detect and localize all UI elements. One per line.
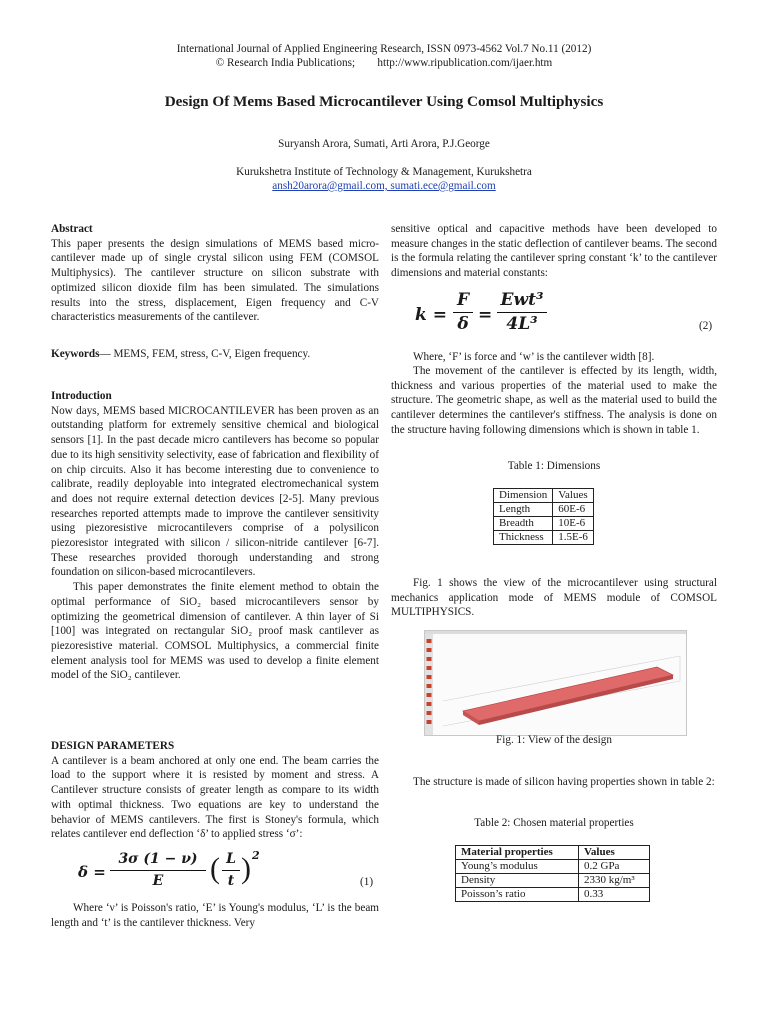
table-row bbox=[494, 503, 594, 517]
keywords bbox=[51, 347, 379, 362]
figure-intro-paragraph: Fig. 1 shows the view of the microcantilever using structural mechanics application mode of MEMS module of COMSOL MULTIPHYSICS. bbox=[391, 577, 717, 619]
table-2-material-properties bbox=[455, 845, 650, 902]
eq1-paren-open: ( bbox=[210, 852, 220, 885]
introduction-heading: Introduction bbox=[51, 390, 112, 402]
table-cell: Dimension bbox=[494, 489, 553, 503]
design-parameters-paragraph: A cantilever is a beam anchored at only one end. The beam carries the load to the support where it is resisted by moment and stress. A Cantilever structure consists of greater length as compare to its width with optimal thickness. Two equations are key to understand the behavior of MEMS cantilevers. The first is Stoney's formula, which relates cantilever end deflection ‘δ’ to applied stress ‘σ’: bbox=[51, 754, 379, 841]
eq1-exponent: 2 bbox=[252, 849, 260, 862]
table-cell: Values bbox=[579, 846, 650, 860]
equation-2 bbox=[415, 290, 718, 338]
table-row bbox=[456, 846, 650, 860]
abstract-section bbox=[51, 222, 379, 325]
eq2-F: F bbox=[456, 290, 470, 310]
table-cell: 0.2 GPa bbox=[579, 860, 650, 874]
authors: Suryansh Arora, Sumati, Arti Arora, P.J.George bbox=[278, 138, 490, 150]
eq2-k: k = bbox=[415, 305, 447, 325]
introduction-paragraph-1: Now days, MEMS based MICROCANTILEVER has been proven as an outstanding platform for extremely sensitive chemical and biological sensors [1]. In the past decade micro cantilevers has become so popular due to its high sensitivity selectivity, ease of fabrication and flexibility of on chip circuits. Also it has become interesting due to convenience to calibrate, readily deployable into integrated electromechanical system and does not require external detection devices [2-5]. Many previous researches reported attempts made to improve the cantilever sensitivity using piezoresistive microcantilevers comprise of a polysilicon piezoresistor integrated with silicon / silicon-nitride cantilever [6-7]. These researches provided thorough understanding and strong foundation on silicon-based microcantilevers. bbox=[51, 404, 379, 579]
eq2-delta: δ bbox=[457, 314, 469, 334]
eq1-inner-bar bbox=[222, 870, 240, 871]
table-1-caption: Table 1: Dimensions bbox=[507, 460, 601, 472]
table-cell: Young’s modulus bbox=[456, 860, 579, 874]
table-2-caption: Table 2: Chosen material properties bbox=[474, 817, 634, 829]
eq1-fraction-bar bbox=[110, 870, 206, 871]
table-cell: 10E-6 bbox=[553, 517, 594, 531]
abstract-heading: Abstract bbox=[51, 223, 93, 235]
paper-title: Design Of Mems Based Microcantilever Using Comsol Multiphysics bbox=[164, 93, 604, 110]
table-cell: Poisson’s ratio bbox=[456, 888, 579, 902]
eq2-equals: = bbox=[478, 305, 493, 325]
table-1-dimensions bbox=[493, 488, 594, 545]
eq2-number: (2) bbox=[699, 320, 713, 332]
introduction-paragraph-2: This paper demonstrates the finite element method to obtain the optimal performance of SiO₂ based microcantilevers sensor by optimizing the geometrical dimension of cantilever. A thin layer of Si [100] was integrated on rectangular SiO₂ proof mask cantilever as piezoresistive material. COMSOL Multiphysics, a commercial finite element analysis tool for MEMS was used to develop a finite element model of the SiO₂ cantilever. bbox=[51, 581, 379, 682]
author-emails[interactable]: ansh20arora@gmail.com, sumati.ece@gmail.com bbox=[272, 180, 496, 192]
right-continuation-paragraph: sensitive optical and capacitive methods have been developed to measure changes in the static deflection of cantilever beams. The second is the formula relating the cantilever spring constant ‘k’ to the cantilever dimensions and material constants: bbox=[391, 223, 717, 280]
journal-header-line1: International Journal of Applied Engineering Research, ISSN 0973-4562 Vol.7 No.11 (2012) bbox=[176, 43, 592, 55]
eq1-denominator: E bbox=[152, 873, 164, 889]
table-cell: Material properties bbox=[456, 846, 579, 860]
introduction-section bbox=[51, 389, 379, 683]
abstract-text: This paper presents the design simulations of MEMS based micro-cantilever made up of single crystal silicon using FEM (COMSOL Multiphysics). The cantilever structure on silicon substrate with optimized silicon dioxide film has been simulated. The simulations results into the stress, displacement, Eigen frequency and C-V characteristics measurements of the cantilever. bbox=[51, 237, 379, 324]
table-cell: Values bbox=[553, 489, 594, 503]
keywords-label: Keywords bbox=[51, 348, 100, 360]
institution: Kurukshetra Institute of Technology & Management, Kurukshetra bbox=[236, 166, 532, 178]
keywords-text: — MEMS, FEM, stress, C-V, Eigen frequency. bbox=[99, 348, 311, 360]
table-cell: Length bbox=[494, 503, 553, 517]
eq1-numerator: 3σ (1 − ν) bbox=[118, 851, 198, 867]
eq1-frac-denominator: t bbox=[227, 873, 235, 889]
eq2-denominator: 4L³ bbox=[506, 314, 538, 334]
eq2-bar-2 bbox=[497, 312, 547, 313]
eq1-frac-numerator: L bbox=[226, 851, 236, 867]
table-cell: Thickness bbox=[494, 531, 553, 545]
design-parameters-heading: DESIGN PARAMETERS bbox=[51, 740, 175, 752]
eq2-bar-1 bbox=[453, 312, 473, 313]
table-cell: Density bbox=[456, 874, 579, 888]
table-cell: 0.33 bbox=[579, 888, 650, 902]
journal-header-line2: © Research India Publications; http://www.ripublication.com/ijaer.htm bbox=[215, 57, 553, 69]
where-1-text: Where ‘ν’ is Poisson's ratio, ‘E’ is Young's modulus, ‘L’ is the beam length and ‘t’ is the cantilever thickness. Very bbox=[51, 902, 379, 929]
table-row bbox=[456, 888, 650, 902]
figure-1-comsol-view bbox=[424, 630, 687, 736]
table-cell: 2330 kg/m³ bbox=[579, 874, 650, 888]
eq1-paren-close: ) bbox=[241, 852, 251, 885]
table-row bbox=[494, 517, 594, 531]
figure-1-graphic bbox=[425, 631, 686, 735]
design-parameters-section bbox=[51, 739, 379, 842]
structure-paragraph: The structure is made of silicon having properties shown in table 2: bbox=[413, 776, 715, 788]
table-row bbox=[456, 860, 650, 874]
equation-1 bbox=[78, 850, 378, 894]
table-cell: 60E-6 bbox=[553, 503, 594, 517]
where-2-text: Where, ‘F’ is force and ‘w’ is the cantilever width [8]. bbox=[413, 351, 655, 363]
table-row bbox=[494, 531, 594, 545]
table-row bbox=[456, 874, 650, 888]
movement-paragraph: The movement of the cantilever is effected by its length, width, thickness and various properties of the material used to make the structure. The geometric shape, as well as the material used to build the cantilever determines the cantilever's stiffness. The analysis is done on the structure having following dimensions which is shown in table 1. bbox=[391, 365, 717, 436]
table-cell: 1.5E-6 bbox=[553, 531, 594, 545]
figure-menubar bbox=[425, 631, 686, 634]
table-cell: Breadth bbox=[494, 517, 553, 531]
eq1-lhs: δ = bbox=[78, 863, 106, 881]
eq2-numerator: Ewt³ bbox=[500, 290, 544, 310]
eq1-number: (1) bbox=[360, 876, 374, 888]
table-row bbox=[494, 489, 594, 503]
figure-1-caption: Fig. 1: View of the design bbox=[496, 734, 612, 746]
